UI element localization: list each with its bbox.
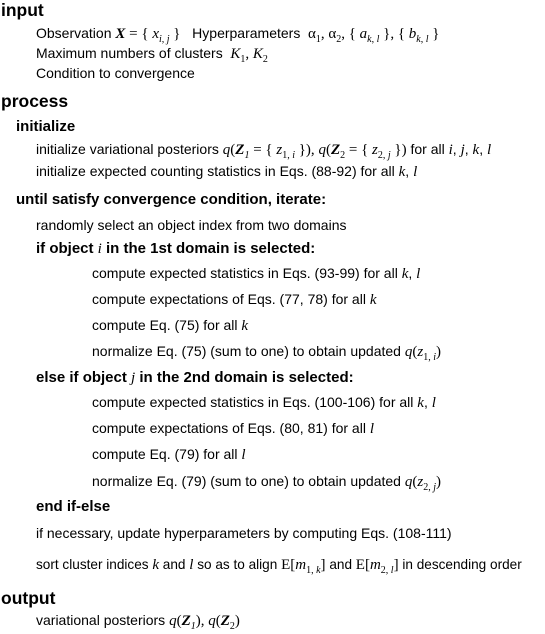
section-output-heading: output xyxy=(1,588,56,608)
sort-line: sort cluster indices k and l so as to align $E[m_{1, k}]$ and $E[m_{2, l}]$ in descending order xyxy=(36,557,522,576)
hyperparameters-math: $\alpha_1$, $\alpha_2$, { $a_{k, l}$ }, { $b_{k, l}$ } xyxy=(304,26,440,45)
output-text: variational posteriors xyxy=(36,612,166,628)
max-clusters-math: $K_1$, $K_2$ xyxy=(230,46,268,65)
section-process-heading: process xyxy=(1,91,69,111)
if1-line-4: normalize Eq. (75) (sum to one) to obtain updated $q(z_{1, i})$ xyxy=(92,343,441,363)
initialize-heading: initialize xyxy=(16,118,76,135)
if2-heading: else if object j in the 2nd domain is selected: xyxy=(36,369,354,386)
init-posteriors-math: $q(Z_1$ = { $z_{1, i}$ }), $q(Z_2$ = { $z_{2, j}$ }) xyxy=(222,142,407,161)
random-select-line: randomly select an object index from two domains xyxy=(36,217,347,233)
if2-line-2: compute expectations of Eqs. (80, 81) for all l xyxy=(92,420,374,437)
init-posteriors-for: for all i, j, k, l xyxy=(410,141,492,158)
observation-label: Observation xyxy=(36,25,112,41)
hyper-update-line: if necessary, update hyperparameters by computing Eqs. (108-111) xyxy=(36,525,452,541)
init-posteriors-line xyxy=(36,142,491,161)
section-input-heading: input xyxy=(1,0,44,20)
until-heading: until satisfy convergence condition, iterate: xyxy=(16,191,327,208)
init-posteriors-text: initialize variational posteriors xyxy=(36,141,219,157)
if1-line-1: compute expected statistics in Eqs. (93-99) for all k, l xyxy=(92,265,421,282)
observation-math: X xyxy=(115,26,126,42)
if1-heading: if object i in the 1st domain is selected: xyxy=(36,240,316,257)
convergence-line: Condition to convergence xyxy=(36,65,195,81)
output-math: $q(Z_1)$, $q(Z_2)$ xyxy=(169,613,240,632)
observation-line: Observation X = { $x_{i, j}$ } Hyperparameters $\alpha_1$, $\alpha_2$, { $a_{k, l}$ }, { $b_{k, l}$ } xyxy=(36,25,440,45)
hyperparameters-label: Hyperparameters xyxy=(192,25,301,41)
init-stats-line: initialize expected counting statistics in Eqs. (88-92) for all k, l xyxy=(36,163,418,180)
output-line xyxy=(36,613,240,632)
if1-line-2: compute expectations of Eqs. (77, 78) for all k xyxy=(92,291,377,308)
max-clusters-line xyxy=(36,46,268,65)
if2-line-1: compute expected statistics in Eqs. (100-106) for all k, l xyxy=(92,394,436,411)
max-clusters-label: Maximum numbers of clusters xyxy=(36,45,223,61)
if1-line-3: compute Eq. (75) for all k xyxy=(92,317,249,334)
endif-heading: end if-else xyxy=(36,498,111,515)
if2-line-4: normalize Eq. (79) (sum to one) to obtain updated $q(z_{2, j})$ xyxy=(92,473,441,493)
if2-line-3: compute Eq. (79) for all l xyxy=(92,446,246,463)
